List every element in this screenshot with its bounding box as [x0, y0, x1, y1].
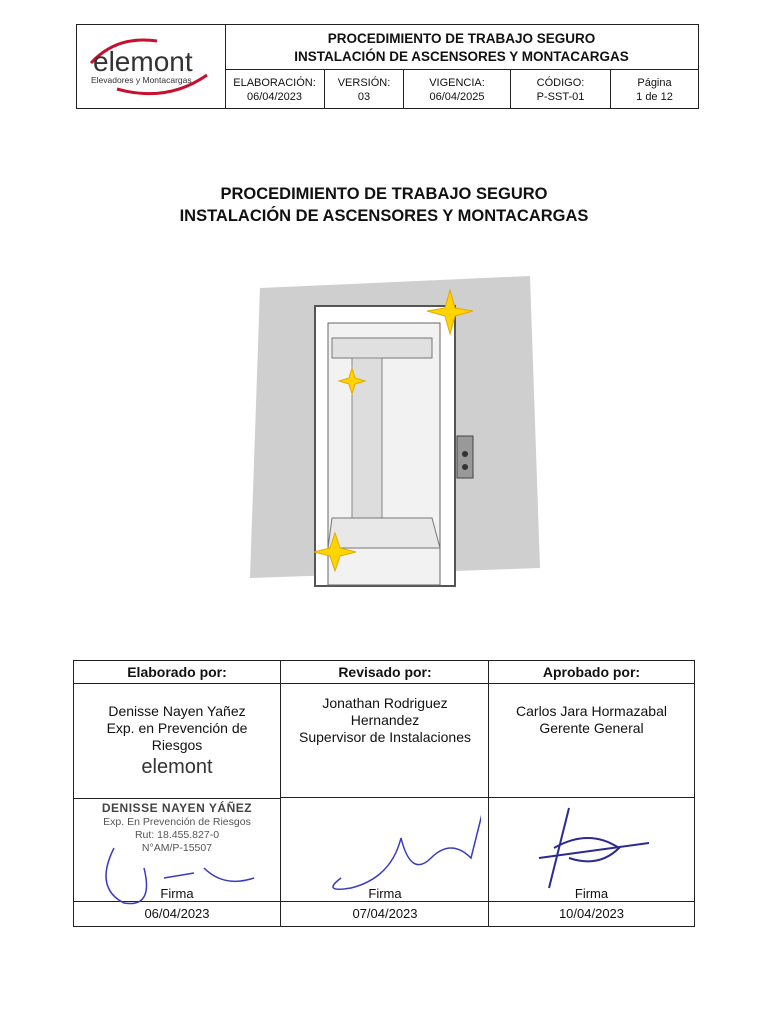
title-line: INSTALACIÓN DE ASCENSORES Y MONTACARGAS: [179, 207, 589, 225]
field-value: 1 de 12: [636, 91, 673, 103]
firma-label: Firma: [160, 886, 194, 901]
handwritten-signature: [509, 798, 669, 898]
title-line: PROCEDIMIENTO DE TRABAJO SEGURO: [220, 185, 548, 203]
stamp-line: Rut: 18.455.827-0: [134, 829, 220, 841]
signature-area: [489, 798, 694, 902]
small-logo: elemont: [141, 756, 213, 778]
field-label: VERSIÓN:: [337, 77, 391, 89]
field-elaboracion: [225, 70, 325, 108]
signer-role: Exp. en Prevención de: [106, 720, 248, 736]
stamp-line: N°AM/P-15507: [141, 842, 213, 854]
column-revisado: [280, 661, 489, 926]
svg-text:elemont: elemont: [93, 46, 193, 77]
field-pagina: [611, 70, 698, 108]
signature-area: [74, 798, 280, 902]
header-title: [225, 25, 698, 70]
signature-date: 07/04/2023: [352, 906, 418, 921]
document-title: [0, 183, 768, 227]
signer-info: [489, 683, 694, 798]
field-version: [325, 70, 404, 108]
field-label: Página: [637, 77, 672, 89]
firma-label: Firma: [574, 886, 609, 901]
signer-role: Gerente General: [539, 720, 644, 736]
field-value: 06/04/2023: [246, 91, 303, 103]
field-value: P-SST-01: [536, 91, 585, 103]
header-title-line: INSTALACIÓN DE ASCENSORES Y MONTACARGAS: [294, 49, 629, 64]
column-header: Elaborado por:: [74, 661, 280, 684]
signer-name: Carlos Jara Hormazabal: [516, 703, 667, 719]
signer-role: Riesgos: [151, 737, 203, 753]
signer-role: Supervisor de Instalaciones: [299, 729, 471, 745]
field-codigo: [511, 70, 611, 108]
column-header: Aprobado por:: [489, 661, 694, 684]
field-value: 06/04/2025: [429, 91, 485, 103]
elevator-illustration: [240, 268, 550, 593]
header-title-line: PROCEDIMIENTO DE TRABAJO SEGURO: [327, 31, 596, 46]
company-logo: [77, 25, 226, 108]
handwritten-signature: [301, 798, 481, 898]
field-label: VIGENCIA:: [429, 77, 485, 89]
signer-name: Jonathan Rodriguez: [322, 695, 448, 711]
signer-info: [74, 683, 280, 799]
field-label: CÓDIGO:: [536, 77, 585, 89]
signer-name: Hernandez: [350, 712, 420, 728]
approval-table: [73, 660, 695, 927]
column-header: Revisado por:: [281, 661, 489, 684]
signer-name: Denisse Nayen Yañez: [108, 703, 246, 719]
signature-date: 06/04/2023: [144, 906, 210, 921]
signature-area: [281, 798, 489, 902]
field-label: ELABORACIÓN:: [233, 77, 316, 89]
stamp-line: Exp. En Prevención de Riesgos: [103, 816, 251, 828]
stamp-line: DENISSE NAYEN YÁÑEZ: [101, 801, 253, 815]
signer-info: [281, 683, 489, 798]
column-aprobado: [488, 661, 694, 926]
firma-label: Firma: [368, 886, 402, 901]
field-vigencia: [404, 70, 511, 108]
document-header: [76, 24, 699, 109]
field-value: 03: [357, 91, 371, 103]
column-elaborado: [74, 661, 280, 926]
signature-date: 10/04/2023: [558, 906, 625, 921]
svg-text:Elevadores y Montacargas: Elevadores y Montacargas: [91, 75, 192, 85]
